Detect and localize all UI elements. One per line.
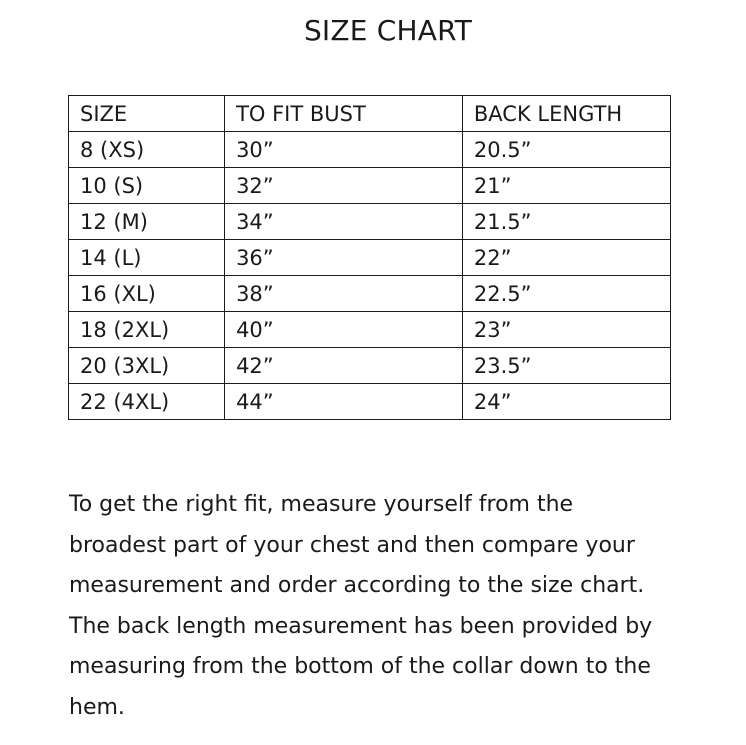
instruction-line: The back length measurement has been provided by: [69, 613, 653, 639]
table-row: [69, 348, 671, 384]
instruction-line: hem.: [69, 694, 125, 720]
table-header-row: [69, 96, 671, 132]
fit-instructions: [69, 485, 729, 728]
cell-size: 16 (XL): [69, 276, 225, 312]
cell-size: 14 (L): [69, 240, 225, 276]
cell-bust: 44”: [225, 384, 463, 420]
table-row: [69, 168, 671, 204]
cell-size: 20 (3XL): [69, 348, 225, 384]
cell-size: 10 (S): [69, 168, 225, 204]
table-row: [69, 312, 671, 348]
cell-back-length: 22.5”: [462, 276, 670, 312]
cell-size: 22 (4XL): [69, 384, 225, 420]
cell-back-length: 24”: [462, 384, 670, 420]
cell-bust: 42”: [225, 348, 463, 384]
table-row: [69, 384, 671, 420]
cell-bust: 40”: [225, 312, 463, 348]
cell-size: 18 (2XL): [69, 312, 225, 348]
cell-back-length: 21.5”: [462, 204, 670, 240]
cell-size: 8 (XS): [69, 132, 225, 168]
instruction-line: measuring from the bottom of the collar down to the: [69, 654, 651, 679]
cell-back-length: 23.5”: [462, 348, 670, 384]
cell-back-length: 21”: [462, 168, 670, 204]
instruction-line: To get the right fit, measure yourself from the: [69, 492, 574, 517]
column-header-back-length: BACK LENGTH: [462, 96, 670, 132]
page-title: SIZE CHART: [303, 14, 473, 47]
cell-back-length: 23”: [462, 312, 670, 348]
cell-bust: 34”: [225, 204, 463, 240]
column-header-size: SIZE: [69, 96, 225, 132]
cell-back-length: 22”: [462, 240, 670, 276]
size-chart-table: [68, 95, 671, 420]
cell-back-length: 20.5”: [462, 132, 670, 168]
cell-bust: 38”: [225, 276, 463, 312]
table-row: [69, 132, 671, 168]
cell-bust: 32”: [225, 168, 463, 204]
table-row: [69, 276, 671, 312]
instruction-line: broadest part of your chest and then compare your: [69, 532, 635, 558]
table-row: [69, 204, 671, 240]
cell-bust: 36”: [225, 240, 463, 276]
table-row: [69, 240, 671, 276]
cell-size: 12 (M): [69, 204, 225, 240]
column-header-to-fit-bust: TO FIT BUST: [225, 96, 463, 132]
instruction-line: measurement and order according to the size chart.: [69, 573, 645, 598]
cell-bust: 30”: [225, 132, 463, 168]
